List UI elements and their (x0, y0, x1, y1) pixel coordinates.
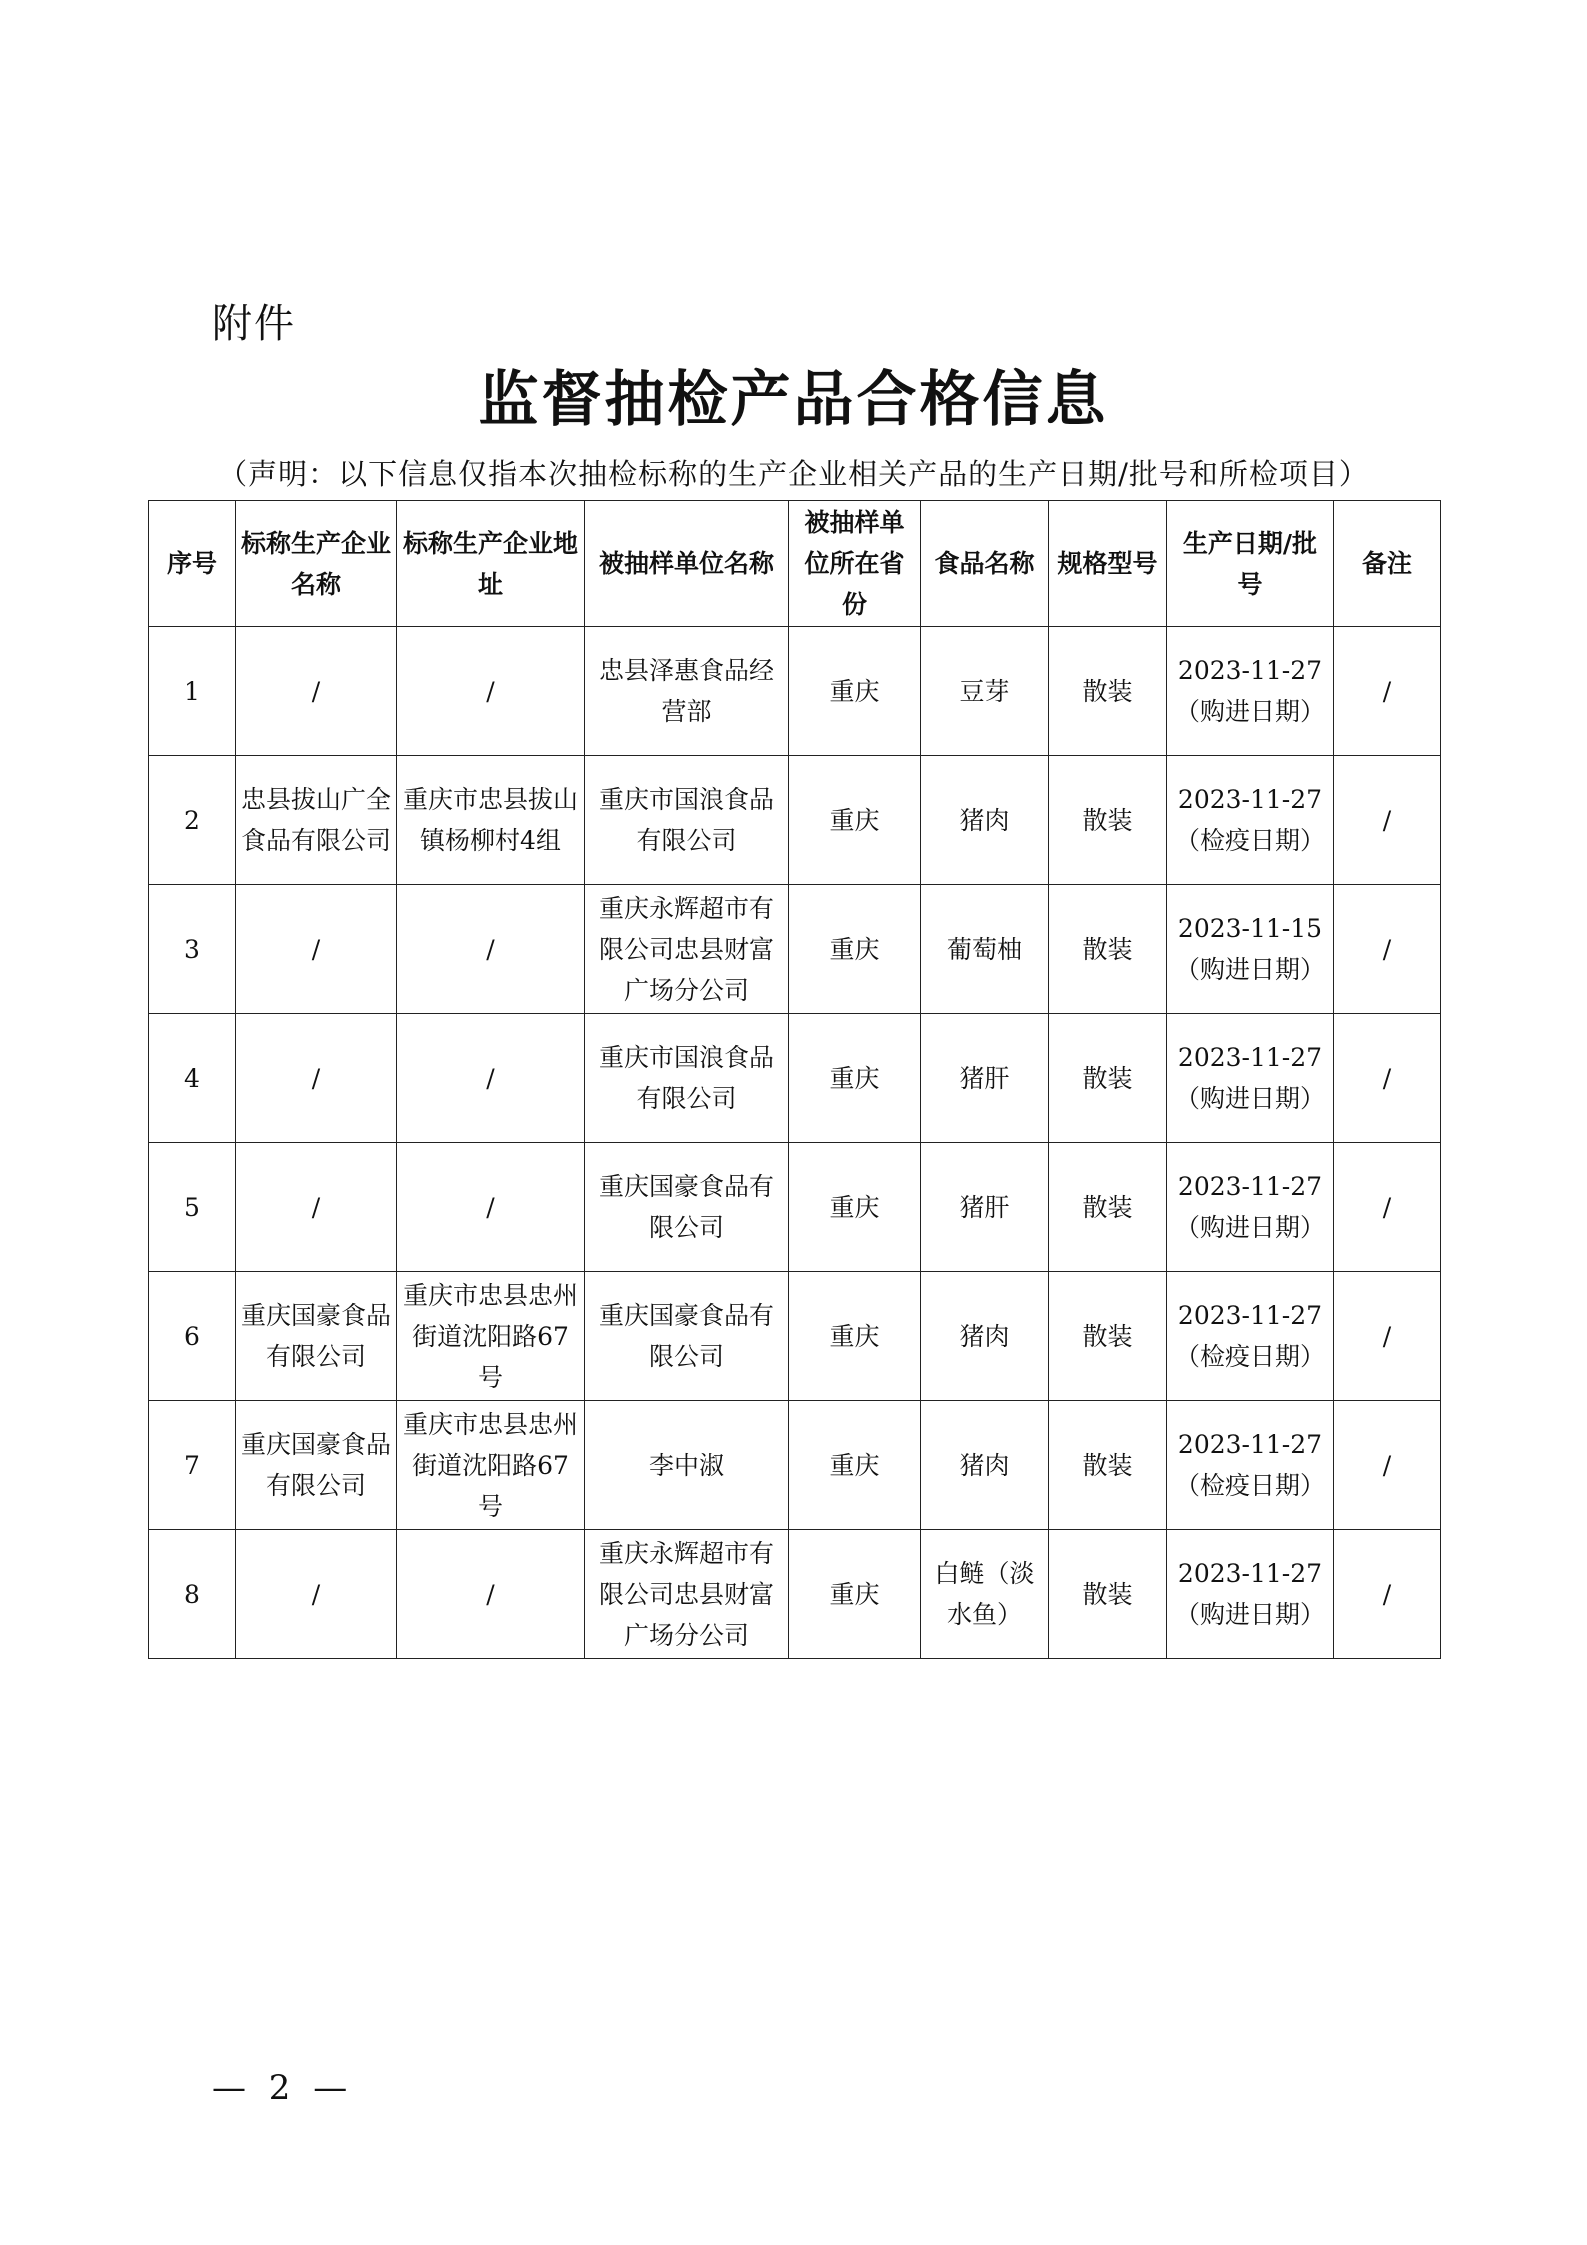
date-value: 2023-11-27 (1177, 656, 1323, 685)
cell-remark: / (1334, 1401, 1441, 1530)
cell-sampled-unit: 重庆国豪食品有限公司 (585, 1143, 789, 1272)
cell-remark: / (1334, 1530, 1441, 1659)
cell-address: / (397, 885, 585, 1014)
cell-date (1167, 1401, 1334, 1530)
cell-sampled-unit: 重庆市国浪食品有限公司 (585, 1014, 789, 1143)
header-remark: 备注 (1334, 501, 1441, 627)
cell-sampled-unit: 重庆市国浪食品有限公司 (585, 756, 789, 885)
cell-date (1167, 627, 1334, 756)
cell-date (1167, 885, 1334, 1014)
cell-remark: / (1334, 627, 1441, 756)
cell-seq: 3 (149, 885, 236, 1014)
cell-province: 重庆 (789, 756, 921, 885)
cell-food-name: 猪肉 (921, 756, 1049, 885)
date-value: 2023-11-15 (1177, 914, 1323, 943)
date-value: 2023-11-27 (1177, 1172, 1323, 1201)
table-row (149, 1143, 1441, 1272)
cell-date (1167, 1530, 1334, 1659)
cell-address: 重庆市忠县忠州街道沈阳路67号 (397, 1401, 585, 1530)
cell-address: / (397, 1143, 585, 1272)
table-row (149, 1401, 1441, 1530)
cell-spec: 散装 (1049, 885, 1167, 1014)
document-statement: （声明：以下信息仅指本次抽检标称的生产企业相关产品的生产日期/批号和所检项目） (218, 457, 1369, 491)
table-header-row (149, 501, 1441, 627)
cell-province: 重庆 (789, 1143, 921, 1272)
cell-province: 重庆 (789, 885, 921, 1014)
table-row (149, 885, 1441, 1014)
cell-sampled-unit: 重庆国豪食品有限公司 (585, 1272, 789, 1401)
cell-seq: 7 (149, 1401, 236, 1530)
cell-sampled-unit: 忠县泽惠食品经营部 (585, 627, 789, 756)
cell-manufacturer: 忠县拔山广全食品有限公司 (236, 756, 397, 885)
cell-food-name: 葡萄柚 (921, 885, 1049, 1014)
cell-address: / (397, 627, 585, 756)
date-note: （购进日期） (1174, 697, 1325, 726)
date-value: 2023-11-27 (1177, 1301, 1323, 1330)
cell-seq: 2 (149, 756, 236, 885)
header-seq: 序号 (149, 501, 236, 627)
cell-date (1167, 1014, 1334, 1143)
cell-manufacturer: / (236, 885, 397, 1014)
cell-spec: 散装 (1049, 1272, 1167, 1401)
cell-sampled-unit: 李中淑 (585, 1401, 789, 1530)
header-province: 被抽样单位所在省份 (789, 501, 921, 627)
cell-province: 重庆 (789, 627, 921, 756)
document-title: 监督抽检产品合格信息 (478, 365, 1109, 435)
cell-seq: 1 (149, 627, 236, 756)
cell-manufacturer: 重庆国豪食品有限公司 (236, 1272, 397, 1401)
cell-manufacturer: / (236, 1530, 397, 1659)
cell-food-name: 猪肝 (921, 1143, 1049, 1272)
header-spec: 规格型号 (1049, 501, 1167, 627)
date-value: 2023-11-27 (1177, 785, 1323, 814)
cell-address: 重庆市忠县拔山镇杨柳村4组 (397, 756, 585, 885)
date-note: （购进日期） (1174, 1084, 1325, 1113)
date-value: 2023-11-27 (1177, 1043, 1323, 1072)
cell-seq: 8 (149, 1530, 236, 1659)
cell-province: 重庆 (789, 1272, 921, 1401)
cell-date (1167, 1143, 1334, 1272)
header-manufacturer: 标称生产企业名称 (236, 501, 397, 627)
cell-spec: 散装 (1049, 1530, 1167, 1659)
cell-food-name: 猪肉 (921, 1272, 1049, 1401)
table-row (149, 1530, 1441, 1659)
header-food-name: 食品名称 (921, 501, 1049, 627)
date-note: （检疫日期） (1174, 1471, 1325, 1500)
inspection-results-table (148, 500, 1441, 1659)
cell-province: 重庆 (789, 1530, 921, 1659)
date-value: 2023-11-27 (1177, 1430, 1323, 1459)
table-row (149, 1272, 1441, 1401)
cell-seq: 5 (149, 1143, 236, 1272)
cell-spec: 散装 (1049, 756, 1167, 885)
table-row (149, 1014, 1441, 1143)
cell-food-name: 白鲢（淡水鱼） (921, 1530, 1049, 1659)
cell-manufacturer: / (236, 1014, 397, 1143)
cell-food-name: 猪肉 (921, 1401, 1049, 1530)
table-row (149, 627, 1441, 756)
date-value: 2023-11-27 (1177, 1559, 1323, 1588)
cell-address: 重庆市忠县忠州街道沈阳路67号 (397, 1272, 585, 1401)
cell-address: / (397, 1014, 585, 1143)
cell-remark: / (1334, 885, 1441, 1014)
header-date: 生产日期/批号 (1167, 501, 1334, 627)
cell-manufacturer: / (236, 1143, 397, 1272)
cell-remark: / (1334, 1272, 1441, 1401)
cell-manufacturer: 重庆国豪食品有限公司 (236, 1401, 397, 1530)
date-note: （检疫日期） (1174, 826, 1325, 855)
cell-spec: 散装 (1049, 1401, 1167, 1530)
cell-address: / (397, 1530, 585, 1659)
date-note: （购进日期） (1174, 955, 1325, 984)
cell-remark: / (1334, 1143, 1441, 1272)
cell-food-name: 豆芽 (921, 627, 1049, 756)
page-number: — 2 — (212, 2068, 354, 2108)
cell-sampled-unit: 重庆永辉超市有限公司忠县财富广场分公司 (585, 1530, 789, 1659)
date-note: （购进日期） (1174, 1213, 1325, 1242)
cell-food-name: 猪肝 (921, 1014, 1049, 1143)
cell-manufacturer: / (236, 627, 397, 756)
cell-seq: 6 (149, 1272, 236, 1401)
cell-sampled-unit: 重庆永辉超市有限公司忠县财富广场分公司 (585, 885, 789, 1014)
cell-spec: 散装 (1049, 1143, 1167, 1272)
header-address: 标称生产企业地址 (397, 501, 585, 627)
cell-province: 重庆 (789, 1014, 921, 1143)
date-note: （检疫日期） (1174, 1342, 1325, 1371)
attachment-label: 附件 (212, 301, 296, 347)
cell-seq: 4 (149, 1014, 236, 1143)
cell-date (1167, 756, 1334, 885)
cell-province: 重庆 (789, 1401, 921, 1530)
cell-spec: 散装 (1049, 627, 1167, 756)
header-sampled-unit: 被抽样单位名称 (585, 501, 789, 627)
cell-remark: / (1334, 1014, 1441, 1143)
cell-remark: / (1334, 756, 1441, 885)
table-row (149, 756, 1441, 885)
cell-date (1167, 1272, 1334, 1401)
cell-spec: 散装 (1049, 1014, 1167, 1143)
date-note: （购进日期） (1174, 1600, 1325, 1629)
